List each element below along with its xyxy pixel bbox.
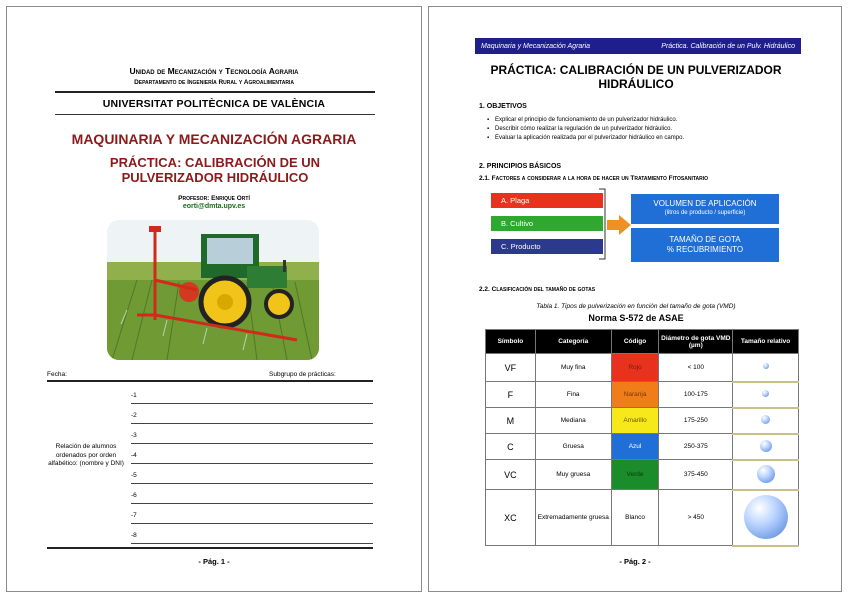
col-codigo: Código — [611, 330, 659, 354]
relative-size-cell — [733, 408, 799, 434]
droplet-table — [485, 329, 799, 547]
relative-size-cell — [733, 354, 799, 382]
practice-title: PRÁCTICA: CALIBRACIÓN DE UN PULVERIZADOR HIDRÁULICO — [109, 155, 321, 185]
vmd-cell: > 450 — [659, 490, 733, 546]
volumen-title: VOLUMEN DE APLICACIÓN — [653, 199, 757, 208]
symbol-cell: VC — [486, 460, 536, 490]
table-row — [486, 460, 799, 490]
category-cell: Extremadamente gruesa — [535, 490, 611, 546]
relacion-label: Relación de alumnos ordenados por orden alfabético: (nombre y DNI) — [48, 443, 124, 467]
fecha-label: Fecha: — [47, 371, 67, 378]
table-row — [486, 408, 799, 434]
page-2 — [428, 6, 842, 592]
relative-size-cell — [733, 382, 799, 408]
professor-name: Profesor: Enrique Ortí — [178, 195, 250, 202]
relative-size-cell — [733, 434, 799, 460]
university-name: UNIVERSITAT POLITÈCNICA DE VALÈNCIA — [102, 98, 326, 110]
student-line-4[interactable]: -4 — [131, 444, 373, 464]
student-line-3[interactable]: -3 — [131, 424, 373, 444]
category-cell: Muy gruesa — [535, 460, 611, 490]
student-line-1[interactable]: -1 — [131, 384, 373, 404]
gota-box — [631, 228, 779, 262]
norm-title: Norma S-572 de ASAE — [588, 313, 684, 323]
col-categoria: Categoría — [535, 330, 611, 354]
divider — [47, 547, 373, 549]
student-line-6[interactable]: -6 — [131, 484, 373, 504]
factor-producto: C. Producto — [491, 239, 603, 254]
relative-size-cell — [733, 460, 799, 490]
code-cell: Rojo — [611, 354, 659, 382]
objective-item: ▪ Describir cómo realizar la regulación de un pulverizador hidráulico. — [495, 126, 795, 132]
col-tamano: Tamaño relativo — [733, 330, 799, 354]
page-title: PRÁCTICA: CALIBRACIÓN DE UN PULVERIZADOR HIDRÁULICO — [490, 63, 782, 91]
code-cell: Verde — [611, 460, 659, 490]
volumen-box — [631, 194, 779, 224]
droplet-icon — [762, 390, 769, 397]
vmd-cell: 100-175 — [659, 382, 733, 408]
droplet-icon — [744, 495, 788, 539]
unit-line-2: Departamento de Ingeniería Rural y Agroalimentaria — [134, 79, 294, 86]
page-1 — [6, 6, 422, 592]
section-factores: 2.1. Factores a considerar a la hora de hacer un Tratamiento Fitosanitario — [479, 175, 709, 182]
table-row — [486, 490, 799, 546]
col-diametro: Diámetro de gota VMD (µm) — [659, 330, 733, 354]
symbol-cell: F — [486, 382, 536, 408]
category-cell: Gruesa — [535, 434, 611, 460]
student-line-5[interactable]: -5 — [131, 464, 373, 484]
code-cell: Blanco — [611, 490, 659, 546]
professor-email[interactable]: eorti@dmta.upv.es — [182, 203, 246, 210]
category-cell: Mediana — [535, 408, 611, 434]
divider — [55, 114, 375, 115]
vmd-cell: 375-450 — [659, 460, 733, 490]
col-simbolo: Símbolo — [486, 330, 536, 354]
unit-line-1: Unidad de Mecanización y Tecnología Agraria — [129, 66, 299, 76]
header-left: Maquinaria y Mecanización Agraria — [481, 42, 591, 50]
factor-plaga: A. Plaga — [491, 193, 603, 208]
symbol-cell: VF — [486, 354, 536, 382]
student-line-7[interactable]: -7 — [131, 504, 373, 524]
table-row — [486, 382, 799, 408]
code-cell: Naranja — [611, 382, 659, 408]
divider — [55, 91, 375, 93]
category-cell: Muy fina — [535, 354, 611, 382]
objective-item: ▪ Evaluar la aplicación realizada por el pulverizador hidráulico en campo. — [495, 135, 795, 141]
divider — [47, 380, 373, 382]
relative-size-cell — [733, 490, 799, 546]
table-row — [486, 434, 799, 460]
student-line-8[interactable]: -8 — [131, 524, 373, 544]
subgrupo-label: Subgrupo de prácticas: — [269, 371, 336, 378]
page-number: - Pág. 2 - — [619, 557, 651, 566]
symbol-cell: C — [486, 434, 536, 460]
vmd-cell: < 100 — [659, 354, 733, 382]
header-right: Práctica. Calibración de un Pulv. Hidráulico — [661, 42, 795, 50]
table-row — [486, 354, 799, 382]
gota-subtitle: % RECUBRIMIENTO — [666, 244, 744, 254]
droplet-icon — [760, 440, 772, 452]
section-principios: 2. PRINCIPIOS BÁSICOS — [479, 163, 562, 170]
droplet-icon — [757, 465, 775, 483]
gota-title: TAMAÑO DE GOTA — [669, 235, 741, 244]
factor-cultivo: B. Cultivo — [491, 216, 603, 231]
vmd-cell: 175-250 — [659, 408, 733, 434]
objective-item: ▪ Explicar el principio de funcionamiento de un pulverizador hidráulico. — [495, 117, 795, 123]
code-cell: Amarillo — [611, 408, 659, 434]
student-line-2[interactable]: -2 — [131, 404, 373, 424]
code-cell: Azul — [611, 434, 659, 460]
table-caption: Tabla 1. Tipos de pulverización en función del tamaño de gota (VMD) — [536, 303, 736, 310]
droplet-icon — [761, 415, 770, 424]
droplet-icon — [763, 363, 769, 369]
running-header — [475, 38, 801, 54]
volumen-subtitle: (litros de producto / superficie) — [664, 209, 746, 216]
section-clasificacion: 2.2. Clasificación del tamaño de gotas — [479, 286, 596, 293]
symbol-cell: XC — [486, 490, 536, 546]
tractor-sprayer-photo — [107, 220, 319, 360]
section-objetivos: 1. OBJETIVOS — [479, 103, 527, 110]
page-number: - Pág. 1 - — [198, 557, 230, 566]
symbol-cell: M — [486, 408, 536, 434]
category-cell: Fina — [535, 382, 611, 408]
course-title: MAQUINARIA Y MECANIZACIÓN AGRARIA — [71, 131, 357, 147]
vmd-cell: 250-375 — [659, 434, 733, 460]
